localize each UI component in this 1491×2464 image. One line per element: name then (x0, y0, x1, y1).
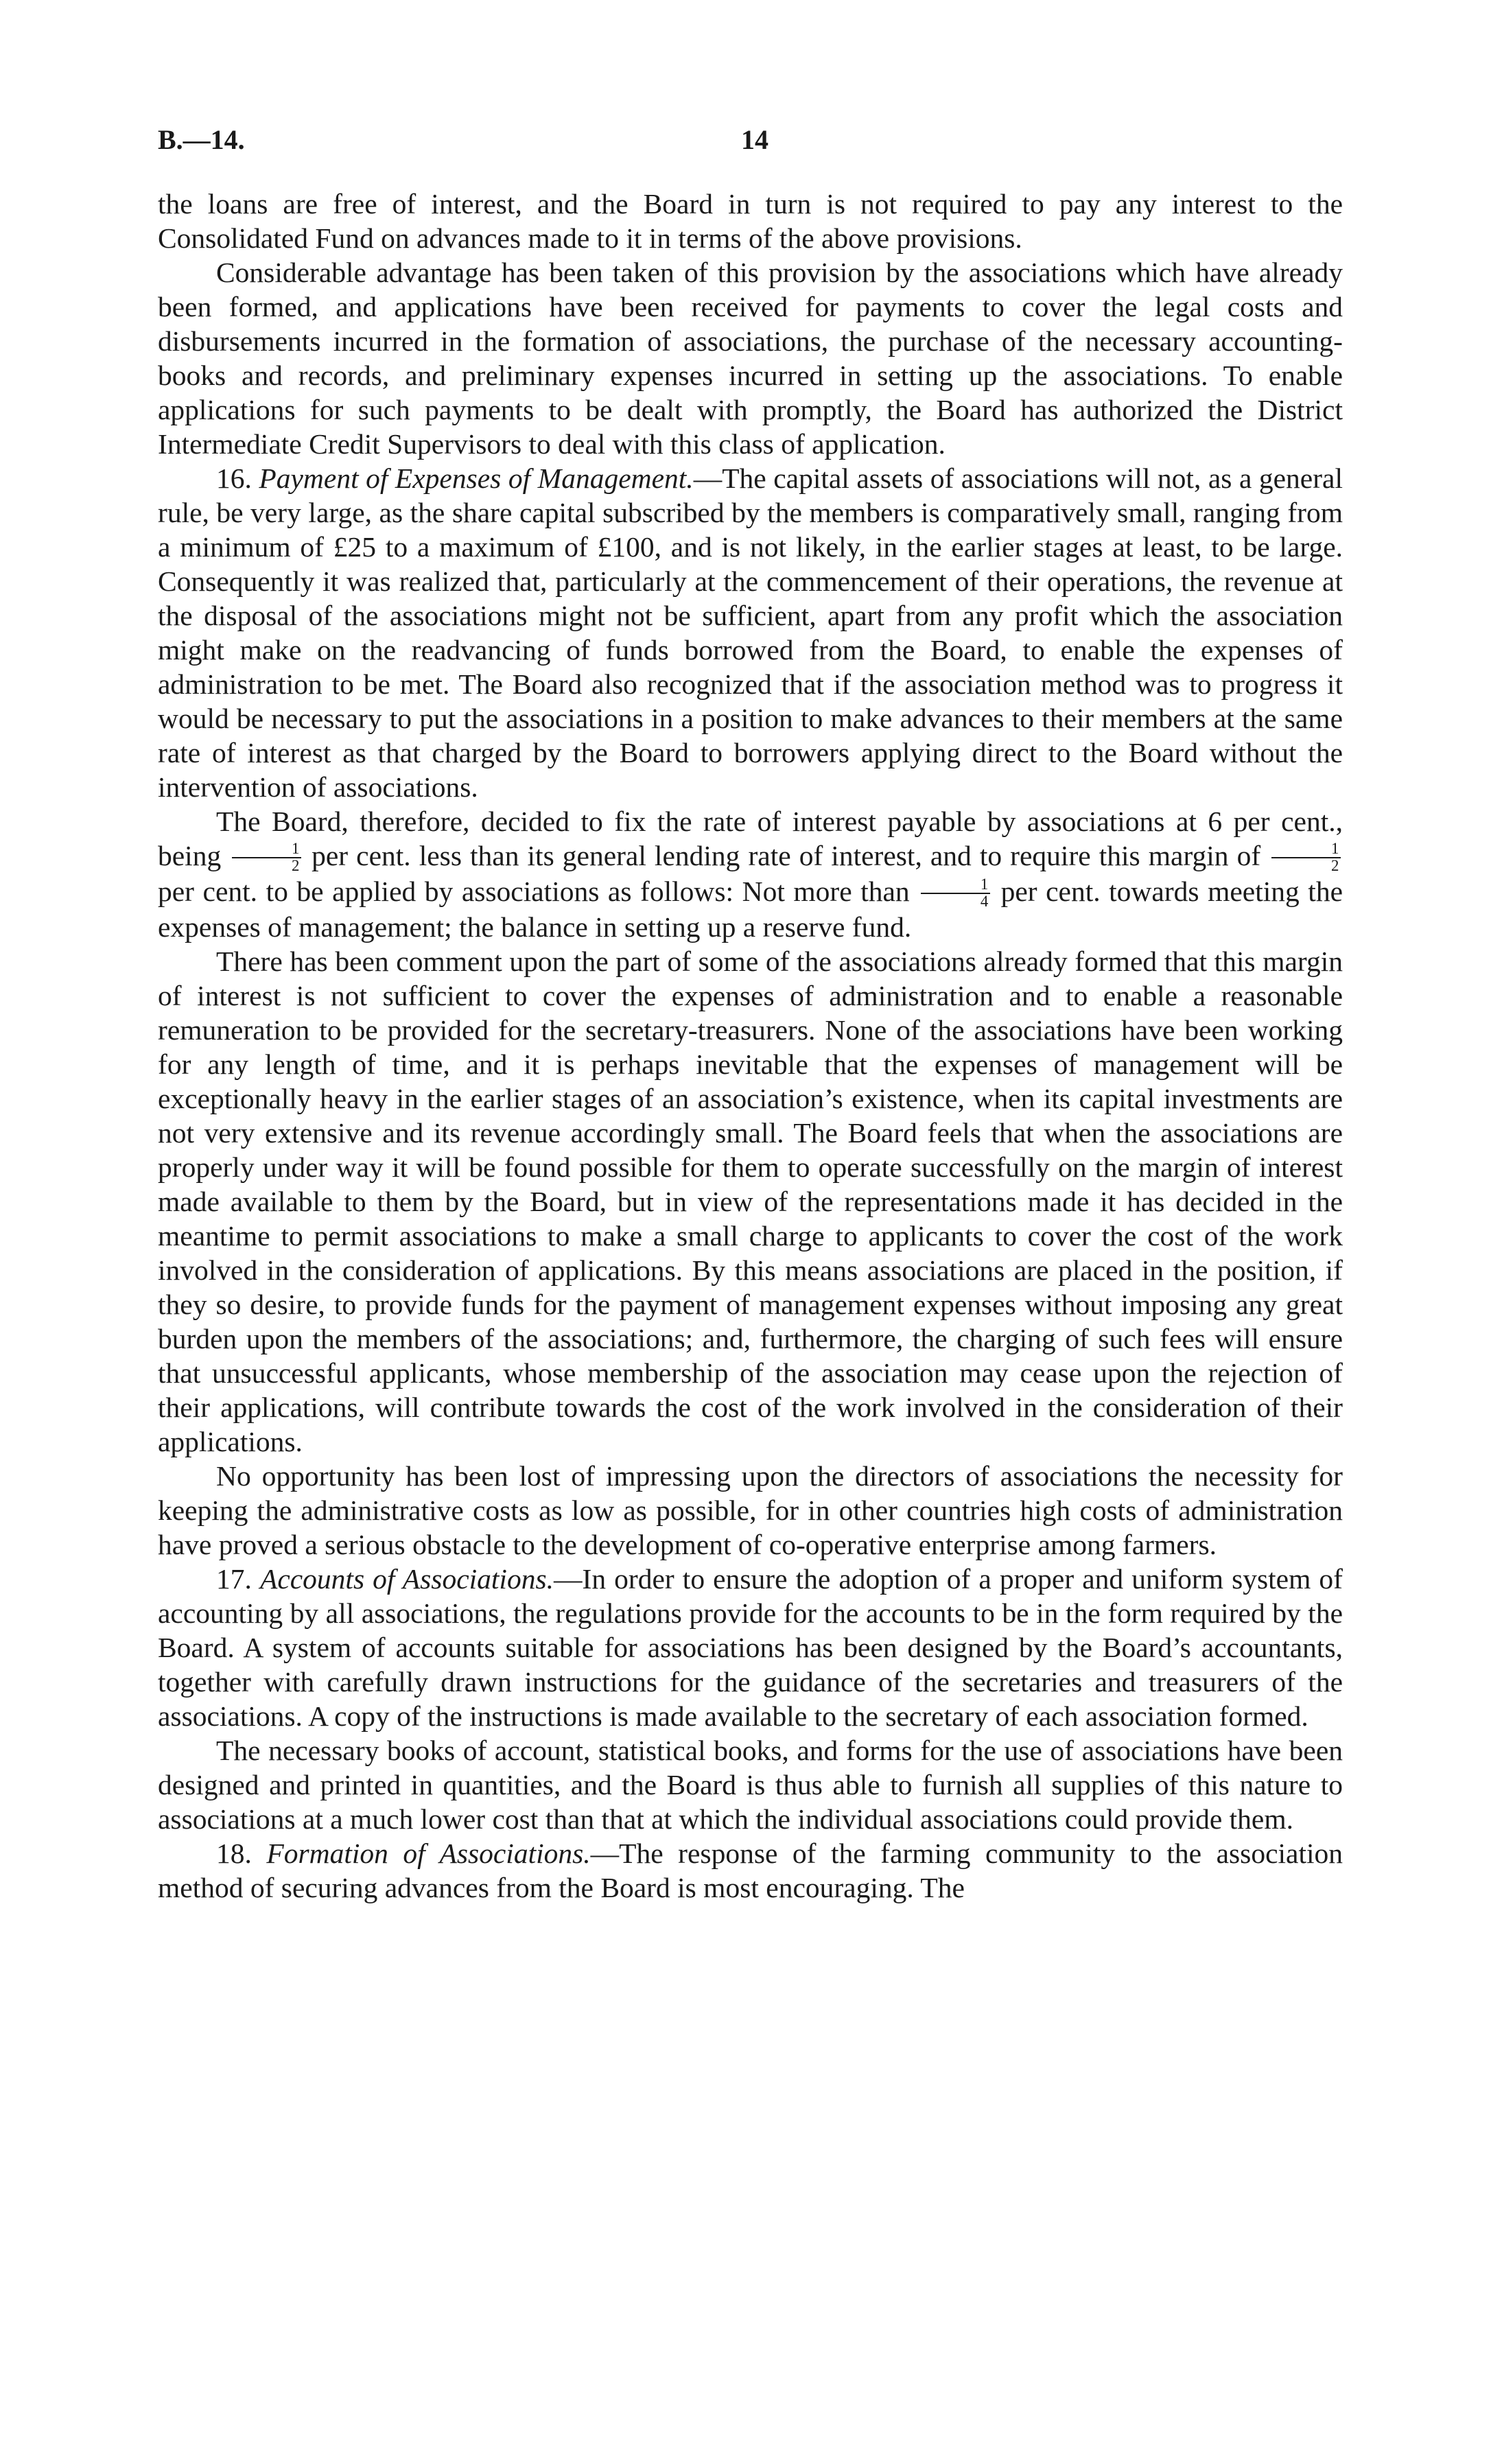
fraction-numerator: 1 (921, 877, 990, 894)
section-16-paragraph (158, 461, 1343, 804)
interest-text-part3: per cent. to be applied by associations as follows: Not more than (158, 875, 910, 907)
paragraph-continuation: the loans are free of interest, and the Board in turn is not required to pay any interest to the Consolidated Fund on advances made to it in terms of the above provisions. (158, 188, 1343, 254)
fraction-half-2 (1271, 841, 1341, 874)
paragraph-interest-rate (158, 804, 1343, 944)
page-number: 14 (741, 124, 768, 155)
interest-text-part4: per cent. towards meeting the expenses of management; the balance in setting up a reserve fund. (158, 875, 1343, 943)
paragraph-books-of-account: The necessary books of account, statistical books, and forms for the use of associations have been designed and printed in quantities, and the Board is thus able to furnish all supplies of this nature to associations at a much lower cost than that at which the individual associations could provide them. (158, 1734, 1343, 1835)
paragraph-administrative-costs: No opportunity has been lost of impressing upon the directors of associations the necessity for keeping the administrative costs as low as possible, for in other countries high costs of administration have proved a serious obstacle to the development of co-operative enterprise among farmers. (158, 1459, 1343, 1560)
document-body (158, 187, 1343, 1905)
fraction-denominator: 2 (1330, 856, 1339, 874)
section-16-title: Payment of Expenses of Management. (259, 462, 694, 494)
interest-text-part2: per cent. less than its general lending rate of interest, and to require this margin of (312, 840, 1261, 871)
fraction-denominator: 2 (291, 856, 300, 874)
section-17-paragraph (158, 1562, 1343, 1733)
section-16-number: 16. (216, 462, 252, 494)
fraction-half-1 (232, 841, 301, 874)
fraction-denominator: 4 (980, 892, 989, 910)
fraction-quarter (921, 877, 990, 910)
paragraph-margin-comment: There has been comment upon the part of some of the associations already formed that this margin of interest is not sufficient to cover the expenses of administration and to enable a reasonable remuneration to be provided for the secretary-treasurers. None of the associations have been working for any length of time, and it is perhaps inevitable that the expenses of management will be exceptionally heavy in the earlier stages of an association’s existence, when its capital investments are not very extensive and its revenue accordingly small. The Board feels that when the associations are properly under way it will be found possible for them to operate successfully on the margin of interest made available to them by the Board, but in view of the representations made it has decided in the meantime to permit associations to make a small charge to applicants to cover the cost of the work involved in the consideration of applications. By this means associations are placed in the position, if they so desire, to provide funds for the payment of management expenses without imposing any great burden upon the members of the associations; and, furthermore, the charging of such fees will ensure that unsuccessful applicants, whose membership of the association may cease upon the rejection of their applications, will contribute towards the cost of the work involved in the consideration of their applications. (158, 945, 1343, 1457)
section-18-number: 18. (216, 1837, 252, 1869)
paragraph-loan-provisions: Considerable advantage has been taken of this provision by the associations which have already been formed, and applications have been received for payments to cover the legal costs and disbursements incurred in the formation of associations, the purchase of the necessary accounting-books and records, and preliminary expenses incurred in setting up the associations. To enable applications for such payments to be dealt with promptly, the Board has authorized the District Intermediate Credit Supervisors to deal with this class of application. (158, 257, 1343, 460)
section-17-title: Accounts of Associations. (259, 1562, 554, 1595)
interest-text-part1: The Board, therefore, decided to fix the rate of interest payable by associations at 6 per cent., being (158, 806, 1343, 871)
fraction-numerator: 1 (232, 841, 301, 858)
document-reference: B.—14. (158, 124, 245, 155)
section-16-text: —The capital assets of associations will not, as a general rule, be very large, as the share capital subscribed by the members is comparatively small, ranging from a minimum of £25 to a maximum of £100, and is not likely, in the earlier stages at least, to be large. Consequently it was realized that, particularly at the commencement of their operations, the revenue at the disposal of the associations might not be sufficient, apart from any profit which the association might make on the readvancing of funds borrowed from the Board, to enable the expenses of administration to be met. The Board also recognized that if the association method was to progress it would be necessary to put the associations in a position to make advances to their members at the same rate of interest as that charged by the Board to borrowers applying direct to the Board without the intervention of associations. (158, 462, 1343, 803)
section-17-number: 17. (216, 1562, 252, 1595)
page-header (158, 124, 1343, 165)
section-17-text: —In order to ensure the adoption of a proper and uniform system of accounting by all associations, the regulations provide for the accounts to be in the form required by the Board. A system of accounts suitable for associations has been designed by the Board’s accountants, together with carefully drawn instructions for the guidance of the secretaries and treasurers of the associations. A copy of the instructions is made available to the secretary of each association formed. (158, 1562, 1343, 1732)
section-18-title: Formation of Associations. (266, 1837, 591, 1869)
section-18-text: —The response of the farming community to the association method of securing advances from the Board is most encouraging. The (158, 1837, 1343, 1903)
section-18-paragraph (158, 1836, 1343, 1905)
fraction-numerator: 1 (1271, 841, 1341, 858)
